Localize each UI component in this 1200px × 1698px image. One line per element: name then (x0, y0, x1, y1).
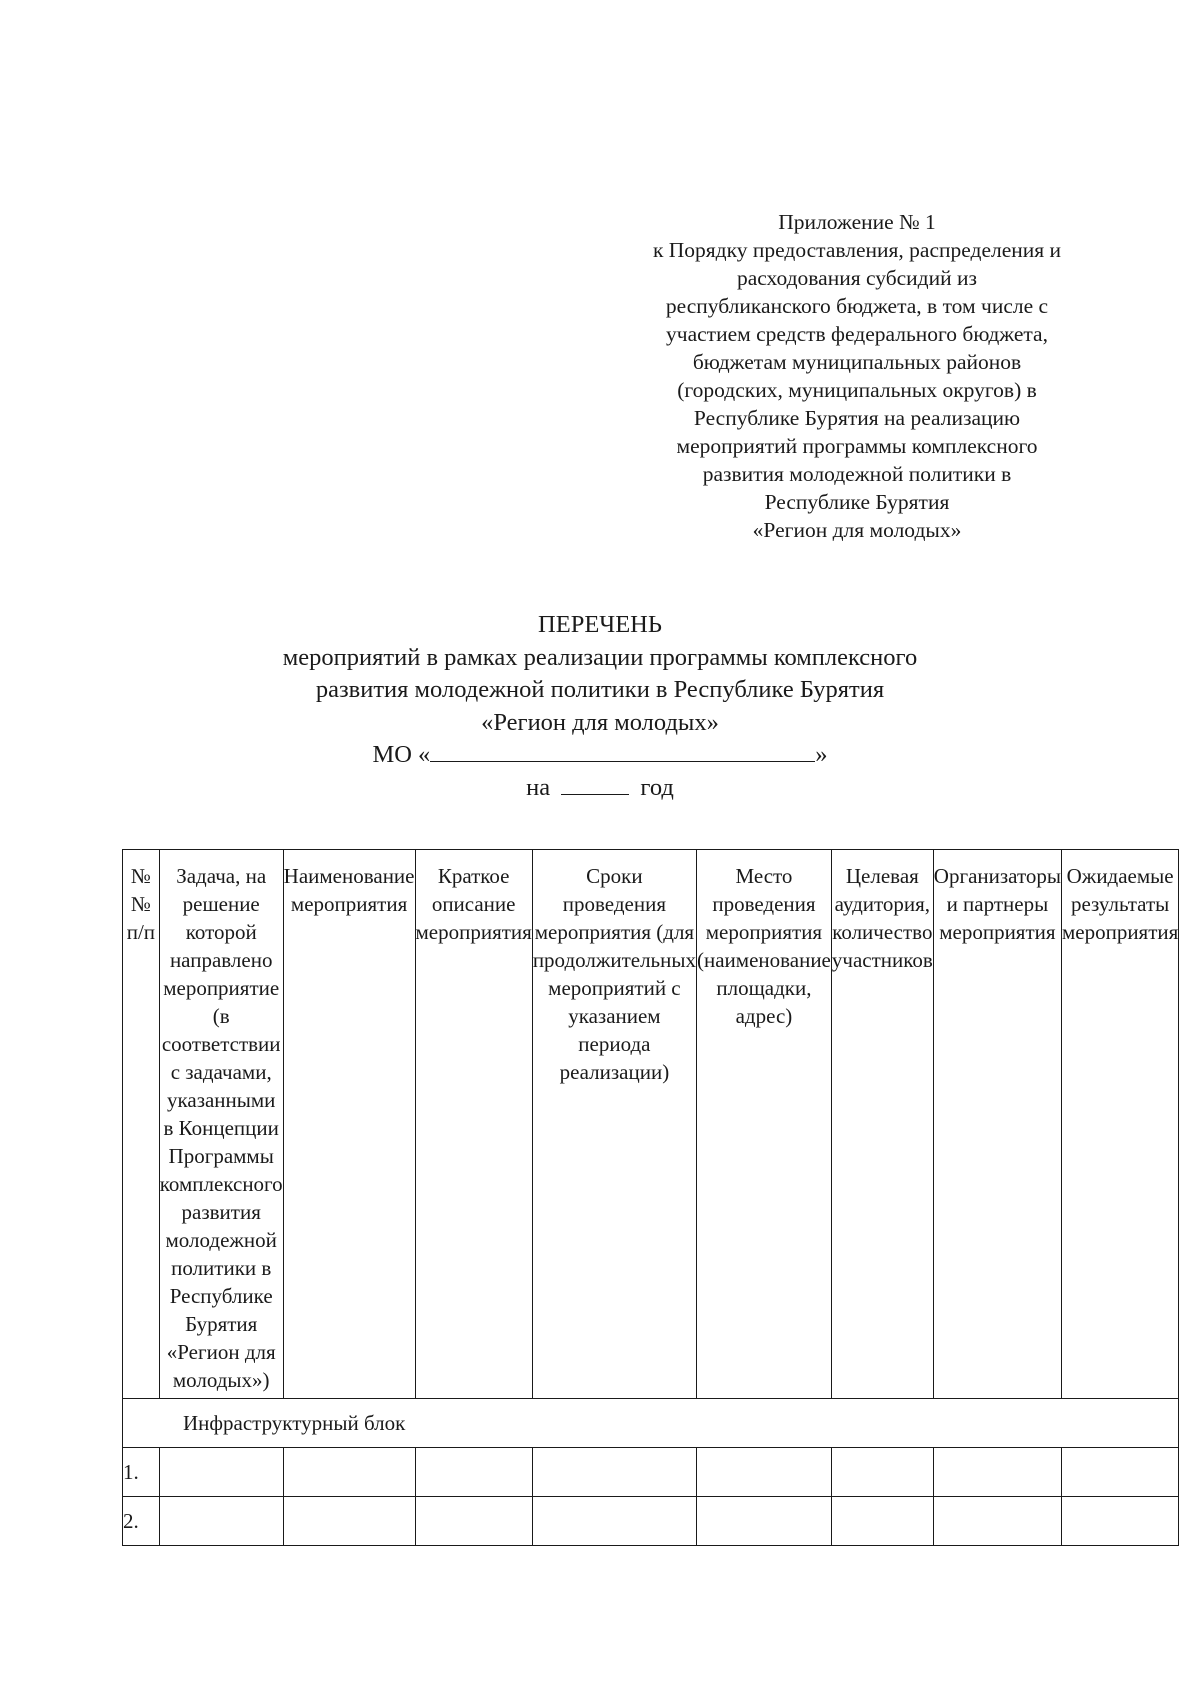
table-cell[interactable] (831, 1448, 933, 1497)
table-cell[interactable] (933, 1448, 1061, 1497)
appendix-line: Республике Бурятия (764, 490, 950, 514)
appendix-line: (городских, муниципальных округов) в (677, 378, 1037, 402)
table-cell[interactable] (933, 1497, 1061, 1546)
table-cell[interactable] (532, 1497, 696, 1546)
appendix-line: республиканского бюджета, в том числе с (665, 294, 1049, 318)
appendix-line: мероприятий программы комплексного (676, 434, 1038, 458)
year-line (150, 772, 1050, 805)
table-row (123, 1448, 1179, 1497)
table-row (123, 1497, 1179, 1546)
col-header-description: Краткое описание мероприятия (415, 850, 532, 1399)
table-cell[interactable] (415, 1497, 532, 1546)
table-cell[interactable] (1061, 1497, 1178, 1546)
table-header-row (123, 850, 1179, 1399)
row-number: 1. (123, 1448, 160, 1497)
col-header-audience: Целевая аудитория, количество участников (831, 850, 933, 1399)
year-suffix: год (640, 773, 674, 801)
table-cell[interactable] (696, 1448, 831, 1497)
year-blank[interactable] (561, 772, 629, 795)
block-label: Инфраструктурный блок (123, 1399, 1179, 1448)
appendix-line: к Порядку предоставления, распределения и (652, 238, 1062, 262)
table-cell[interactable] (159, 1448, 283, 1497)
appendix-line: развития молодежной политики в (702, 462, 1012, 486)
block-row (123, 1399, 1179, 1448)
mo-line (150, 739, 1050, 772)
col-header-dates: Сроки проведения мероприятия (для продолжительных мероприятий с указанием периода реализации) (532, 850, 696, 1399)
events-table (122, 849, 1179, 1546)
mo-prefix: МО « (372, 741, 431, 768)
year-prefix: на (526, 773, 551, 801)
col-header-task: Задача, на решение которой направлено мероприятие (в соответствии с задачами, указанными в Концепции Программы комплексного развития молодежной политики в Республике Бурятия «Регион для молодых») (159, 850, 283, 1399)
col-header-number: №№ п/п (123, 850, 160, 1399)
table-cell[interactable] (831, 1497, 933, 1546)
appendix-header (612, 208, 1102, 544)
row-number: 2. (123, 1497, 160, 1546)
mo-suffix: » (815, 741, 828, 768)
col-header-event-name: Наименование мероприятия (283, 850, 415, 1399)
title-line-1: мероприятий в рамках реализации программы комплексного (282, 643, 918, 671)
appendix-line: расходования субсидий из (736, 266, 978, 290)
table-cell[interactable] (1061, 1448, 1178, 1497)
document-title (150, 609, 1050, 804)
title-line-3: «Регион для молодых» (481, 708, 719, 736)
table-cell[interactable] (696, 1497, 831, 1546)
appendix-line: Республике Бурятия на реализацию (693, 406, 1021, 430)
appendix-line: бюджетам муниципальных районов (692, 350, 1022, 374)
mo-name-blank[interactable] (430, 739, 815, 762)
col-header-results: Ожидаемые результаты мероприятия (1061, 850, 1178, 1399)
table-cell[interactable] (283, 1448, 415, 1497)
table-cell[interactable] (159, 1497, 283, 1546)
col-header-venue: Место проведения мероприятия (наименование площадки, адрес) (696, 850, 831, 1399)
table-cell[interactable] (283, 1497, 415, 1546)
appendix-line: участием средств федерального бюджета, (666, 322, 1048, 346)
appendix-line: Приложение № 1 (778, 210, 936, 234)
table-cell[interactable] (415, 1448, 532, 1497)
col-header-organizers: Организаторы и партнеры мероприятия (933, 850, 1061, 1399)
appendix-line: «Регион для молодых» (752, 518, 962, 542)
title-heading: ПЕРЕЧЕНЬ (538, 611, 662, 638)
title-line-2: развития молодежной политики в Республике Бурятия (315, 676, 885, 703)
table-cell[interactable] (532, 1448, 696, 1497)
